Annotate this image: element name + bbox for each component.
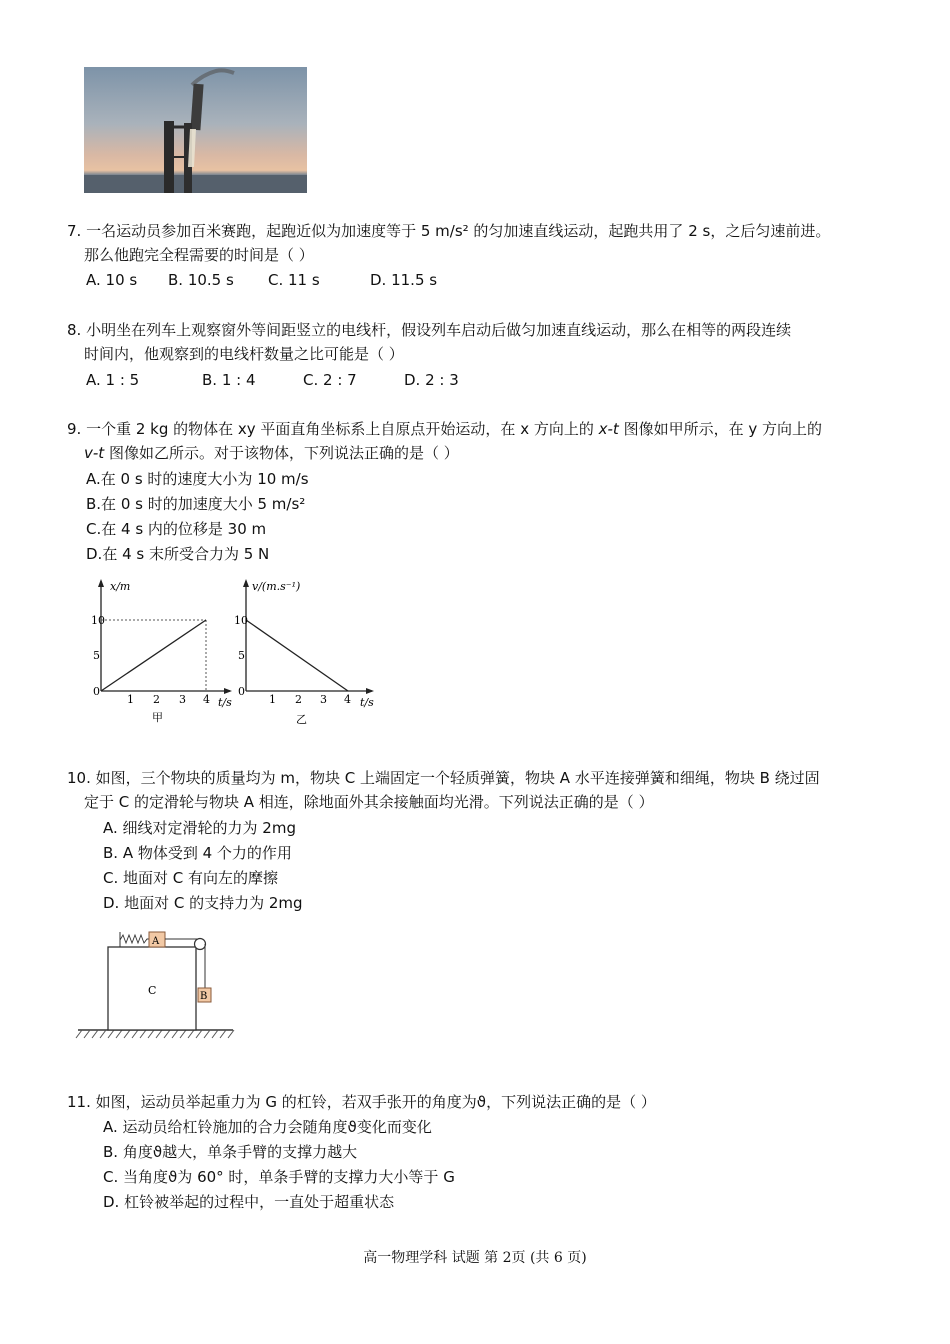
graph-yi-xtick-1: 1: [269, 693, 276, 706]
q8-option-c: C. 2 : 7: [303, 371, 357, 389]
q9-option-d: D.在 4 s 末所受合力为 5 N: [86, 545, 270, 563]
block-c-label: C: [148, 984, 157, 997]
q9-line2-vt: v-t: [84, 444, 105, 462]
q9-line1-a: 9. 一个重 2 kg 的物体在 xy 平面直角坐标系上自原点开始运动，在 x 方向上的: [67, 420, 599, 438]
q9-line1: [67, 419, 822, 439]
q8-option-a: A. 1 : 5: [86, 371, 140, 389]
graph-yi-ylabel: v/(m.s⁻¹): [252, 580, 301, 593]
q11-option-a: A. 运动员给杠铃施加的合力会随角度ϑ变化而变化: [103, 1118, 432, 1136]
q9-option-c: C.在 4 s 内的位移是 30 m: [86, 520, 267, 538]
graph-jia: [88, 575, 238, 727]
graph-yi-xtick-2: 2: [295, 693, 302, 706]
q8-option-b: B. 1 : 4: [202, 371, 256, 389]
graph-jia-xtick-3: 3: [179, 693, 186, 706]
q7-option-b: B. 10.5 s: [168, 271, 234, 289]
q7-line1: 7. 一名运动员参加百米赛跑，起跑近似为加速度等于 5 m/s² 的匀加速直线运动，起跑共用了 2 s，之后匀速前进。: [67, 222, 831, 240]
q7-option-a: A. 10 s: [86, 271, 138, 289]
q8-line1: 8. 小明坐在列车上观察窗外等间距竖立的电线杆，假设列车启动后做匀加速直线运动，那么在相等的两段连续: [67, 321, 792, 339]
spring: [120, 935, 149, 943]
block-b-label: B: [200, 991, 208, 1002]
q11-option-d: D. 杠铃被举起的过程中，一直处于超重状态: [103, 1193, 395, 1211]
q7-option-c: C. 11 s: [268, 271, 320, 289]
q9-option-a: A.在 0 s 时的速度大小为 10 m/s: [86, 470, 309, 488]
rocket-photo: [84, 67, 307, 193]
q10-line2: 定于 C 的定滑轮与物块 A 相连，除地面外其余接触面均光滑。下列说法正确的是（ ）: [84, 793, 654, 811]
graph-yi-xtick-3: 3: [320, 693, 327, 706]
q10-option-d: D. 地面对 C 的支持力为 2mg: [103, 894, 303, 912]
graph-jia-y-arrow: [98, 579, 104, 587]
graph-jia-ylabel: x/m: [110, 580, 131, 593]
q10-option-a: A. 细线对定滑轮的力为 2mg: [103, 819, 296, 837]
graph-jia-xtick-4: 4: [203, 693, 210, 706]
graph-jia-ytick-5: 5: [93, 649, 100, 662]
q9-line1-xt: x-t: [598, 420, 619, 438]
q8-option-d: D. 2 : 3: [404, 371, 459, 389]
page-footer: 高一物理学科 试题 第 2页 (共 6 页): [363, 1250, 587, 1266]
graph-yi: [232, 575, 382, 727]
q10-line1: 10. 如图，三个物块的质量均为 m，物块 C 上端固定一个轻质弹簧，物块 A 水平连接弹簧和细绳，物块 B 绕过固: [67, 769, 820, 787]
q9-line2: [84, 443, 459, 463]
graph-jia-xtick-2: 2: [153, 693, 160, 706]
q10-option-c: C. 地面对 C 有向左的摩擦: [103, 869, 279, 887]
graph-yi-xlabel: t/s: [360, 696, 374, 709]
graph-yi-caption: 乙: [296, 713, 307, 726]
q9-line2-b: 图像如乙所示。对于该物体，下列说法正确的是（ ）: [104, 444, 459, 462]
q11-line1: 11. 如图，运动员举起重力为 G 的杠铃，若双手张开的角度为ϑ，下列说法正确的是（ ）: [67, 1093, 656, 1111]
graph-yi-line: [246, 620, 348, 691]
q8-line2: 时间内，他观察到的电线杆数量之比可能是（ ）: [84, 345, 404, 363]
q7-line2: 那么他跑完全程需要的时间是（ ）: [84, 246, 314, 264]
graph-jia-xtick-1: 1: [127, 693, 134, 706]
graph-jia-line: [101, 620, 206, 691]
q7-option-d: D. 11.5 s: [370, 271, 438, 289]
ground-hatch: [76, 1030, 234, 1038]
graph-yi-ytick-5: 5: [238, 649, 245, 662]
graph-yi-xtick-4: 4: [344, 693, 351, 706]
graph-jia-xlabel: t/s: [218, 696, 232, 709]
q11-option-b: B. 角度ϑ越大，单条手臂的支撑力越大: [103, 1143, 358, 1161]
graph-yi-ytick-10: 10: [234, 614, 248, 627]
graph-jia-ytick-10: 10: [91, 614, 105, 627]
q10-option-b: B. A 物体受到 4 个力的作用: [103, 844, 292, 862]
q9-line1-c: 图像如甲所示，在 y 方向上的: [618, 420, 822, 438]
pulley: [195, 939, 206, 950]
graph-jia-caption: 甲: [152, 711, 163, 724]
graph-yi-x-arrow: [366, 688, 374, 694]
graph-jia-origin: 0: [93, 685, 100, 698]
q11-option-c: C. 当角度ϑ为 60° 时，单条手臂的支撑力大小等于 G: [103, 1168, 455, 1186]
graph-yi-origin: 0: [238, 685, 245, 698]
graph-yi-y-arrow: [243, 579, 249, 587]
graph-jia-x-arrow: [224, 688, 232, 694]
block-a-label: A: [152, 936, 160, 947]
q10-diagram: [68, 922, 238, 1046]
q9-option-b: B.在 0 s 时的加速度大小 5 m/s²: [86, 495, 306, 513]
